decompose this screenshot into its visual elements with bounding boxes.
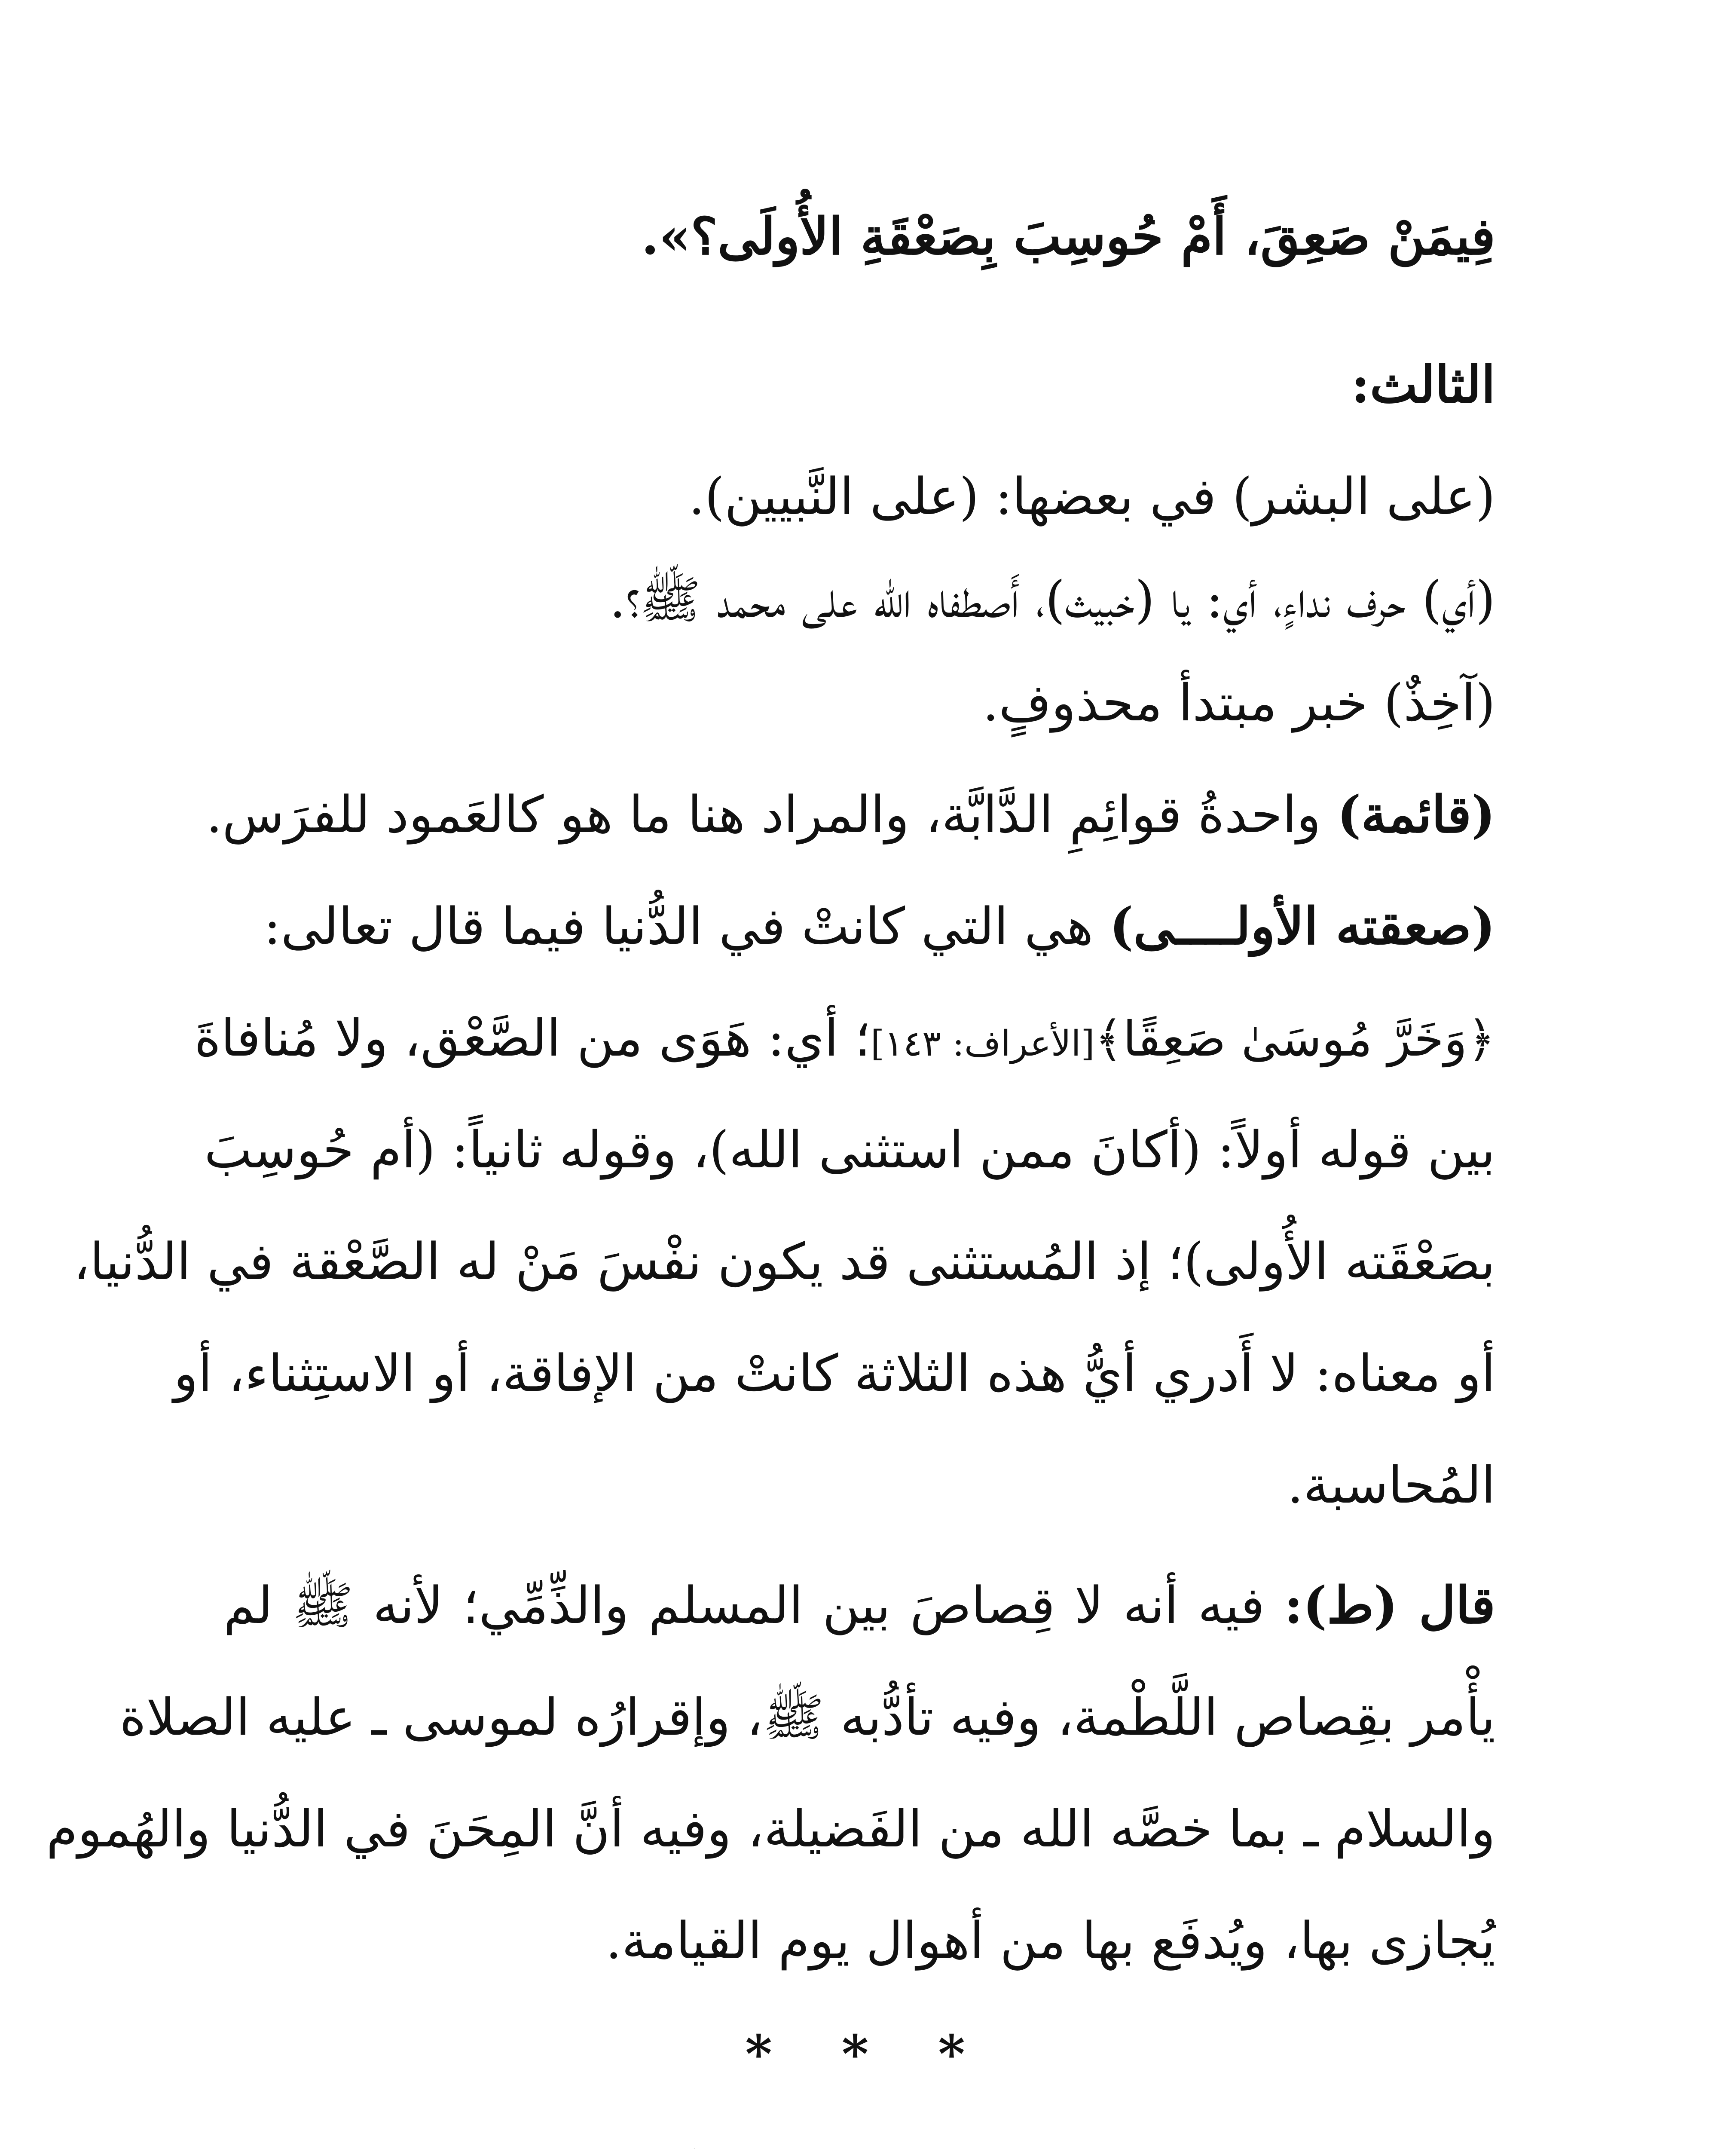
commentary-line: بين قوله أولاً: (أكانَ ممن استثنى الله)، وقوله ثانياً: (أم حُوسِبَ bbox=[204, 1120, 1495, 1179]
hadith-chain-line bbox=[637, 2145, 1495, 2149]
quran-verse: ﴿وَخَرَّ مُوسَىٰ صَعِقًا﴾ bbox=[1094, 1011, 1495, 1067]
section-heading-third: الثالث: bbox=[1351, 355, 1495, 414]
commentary-line bbox=[264, 885, 1495, 967]
hadith-ending-line: فِيمَنْ صَعِقَ، أَمْ حُوسِبَ بِصَعْقَةِ الأُولَى؟». bbox=[641, 206, 1495, 266]
commentary-line: والسلام ـ بما خصَّه الله من الفَضيلة، وفيه أنَّ المِحَنَ في الدُّنيا والهُموم bbox=[46, 1799, 1495, 1858]
commentary-line: (آخِذٌ) خبر مبتدأ محذوفٍ. bbox=[982, 673, 1495, 732]
commentary-line bbox=[206, 774, 1495, 855]
line-text: فيه أنه لا قِصاصَ بين المسلم والذِّمِّي؛ لأنه ﷺ لم bbox=[223, 1576, 1265, 1635]
commentary-line bbox=[194, 997, 1495, 1085]
term-explanation: واحدةُ قوائِمِ الدَّابَّة، والمراد هنا ما هو كالعَمود للفرَس. bbox=[206, 785, 1321, 844]
commentary-line: (أي) حرف نداءٍ، أي: يا (خبيث)، أَصطفاه الله على محمد ﷺ؟. bbox=[609, 570, 1495, 629]
term-label: (صعقته الأولــــى) bbox=[1109, 896, 1495, 956]
line-text: ؛ أي: هَوَى من الصَّعْق، ولا مُنافاةَ bbox=[194, 1008, 871, 1068]
commentary-line bbox=[223, 1564, 1495, 1646]
verse-reference: [الأعراف: ١٤٣] bbox=[871, 1023, 1095, 1064]
commentary-line: أو معناه: لا أَدري أيُّ هذه الثلاثة كانتْ من الإفاقة، أو الاستِثناء، أو bbox=[173, 1344, 1495, 1403]
term-label: (قائمة) bbox=[1337, 784, 1495, 844]
commentary-line: بصَعْقَته الأُولى)؛ إذ المُستثنى قد يكون نفْسَ مَنْ له الصَّعْقة في الدُّنيا، bbox=[73, 1232, 1495, 1291]
commentary-line: (على البشر) في بعضها: (على النَّبيين). bbox=[688, 467, 1495, 526]
commentary-line: يُجازى بها، ويُدفَع بها من أهوال يوم القيامة. bbox=[605, 1911, 1495, 1970]
section-separator: * * * bbox=[745, 2024, 991, 2085]
commentary-line: يأْمر بقِصاص اللَّطْمة، وفيه تأدُّبه ﷺ، وإقرارُه لموسى ـ عليه الصلاة bbox=[119, 1687, 1495, 1747]
source-label: قال (ط): bbox=[1284, 1575, 1495, 1635]
term-explanation: هي التي كانتْ في الدُّنيا فيما قال تعالى: bbox=[263, 897, 1094, 956]
commentary-line: المُحاسبة. bbox=[1287, 1455, 1495, 1515]
